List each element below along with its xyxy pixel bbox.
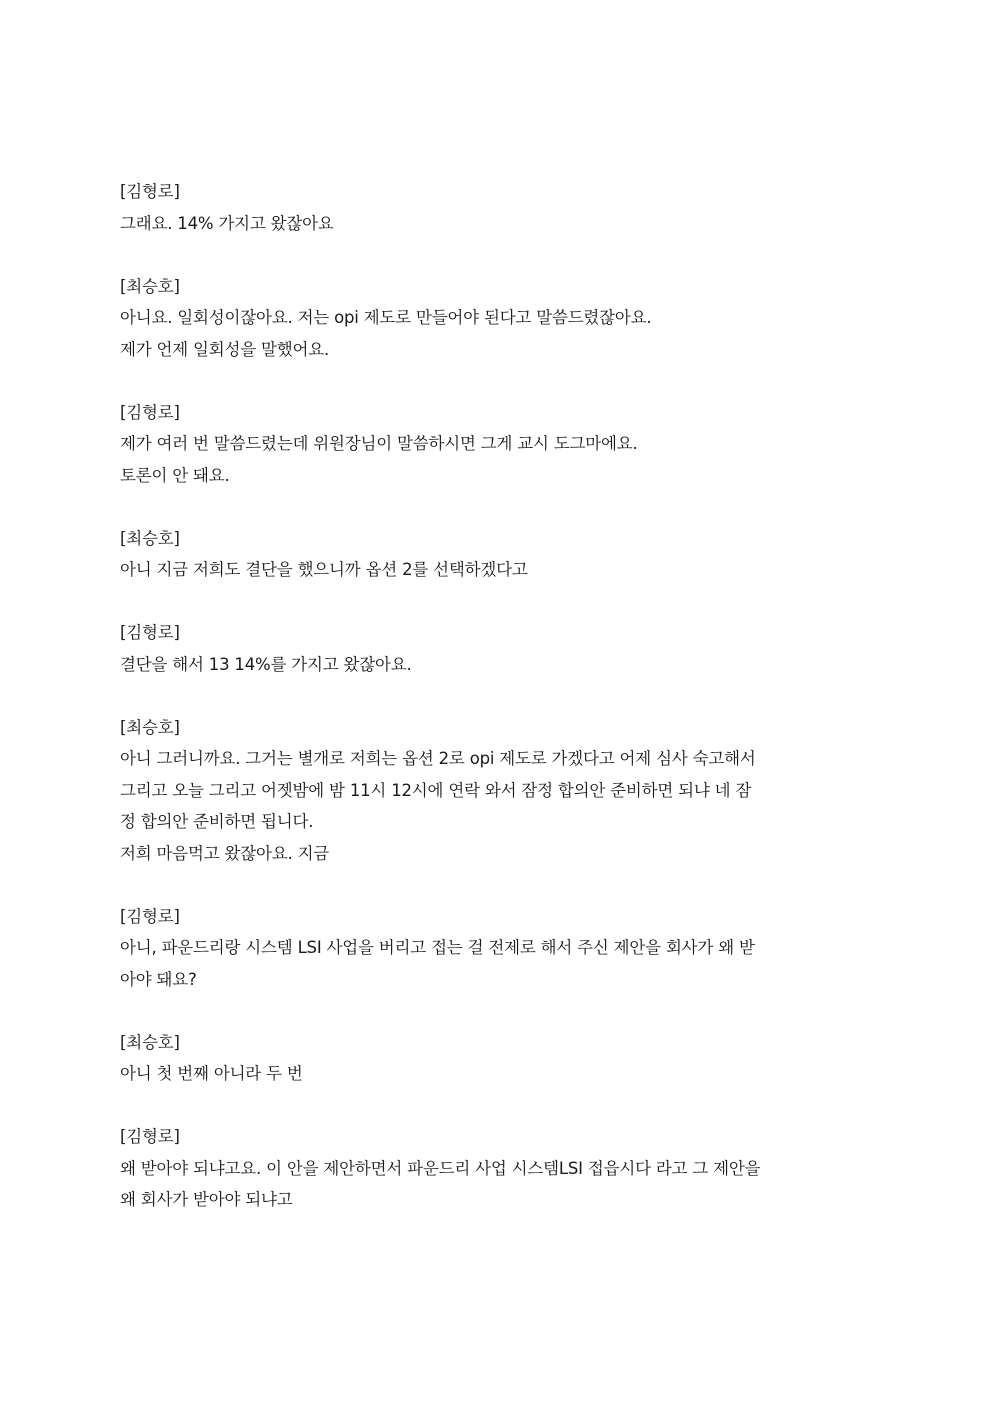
- utterance-line: 왜 받아야 되냐고요. 이 안을 제안하면서 파운드리 사업 시스템LSI 접읍시다 라고 그 제안을: [120, 1158, 761, 1178]
- utterance-line: 그리고 오늘 그리고 어젯밤에 밤 11시 12시에 연락 와서 잠정 합의안 준비하면 되냐 네 잠: [120, 780, 752, 800]
- utterance-line: 아니 지금 저희도 결단을 했으니까 옵션 2를 선택하겠다고: [120, 560, 528, 579]
- utterance-line: 아니 첫 번째 아니라 두 번: [120, 1064, 303, 1083]
- transcript-turn: [120, 1027, 872, 1090]
- speaker-label: [김형로]: [120, 1127, 180, 1146]
- speaker-label: [최승호]: [120, 1032, 180, 1052]
- transcript-turn: [120, 271, 872, 366]
- transcript-turn: [120, 176, 872, 239]
- utterance-line: 토론이 안 돼요.: [120, 465, 230, 485]
- transcript-turn: [120, 901, 872, 996]
- utterance-line: 아니 그러니까요. 그거는 별개로 저희는 옵션 2로 opi 제도로 가겠다고 어제 심사 숙고해서: [120, 749, 756, 768]
- utterance-line: 왜 회사가 받아야 되냐고: [120, 1190, 293, 1209]
- speaker-label: [김형로]: [120, 182, 180, 201]
- transcript-page: [120, 176, 872, 1247]
- utterance-line: 제가 여러 번 말씀드렸는데 위원장님이 말씀하시면 그게 교시 도그마에요.: [120, 434, 638, 453]
- utterance-line: 정 합의안 준비하면 됩니다.: [120, 812, 314, 831]
- transcript-turn: [120, 397, 872, 492]
- transcript-turn: [120, 712, 872, 870]
- transcript-turn: [120, 617, 872, 680]
- transcript-turn: [120, 523, 872, 586]
- utterance-line: 아니, 파운드리랑 시스템 LSI 사업을 버리고 접는 걸 전제로 해서 주신 제안을 회사가 왜 받: [120, 938, 755, 957]
- utterance-line: 저희 마음먹고 왔잖아요. 지금: [120, 843, 330, 863]
- utterance-line: 아니요. 일회성이잖아요. 저는 opi 제도로 만들어야 된다고 말씀드렸잖아요.: [120, 308, 652, 327]
- speaker-label: [김형로]: [120, 906, 180, 926]
- transcript-turn: [120, 1121, 872, 1216]
- utterance-line: 그래요. 14% 가지고 왔잖아요: [120, 213, 334, 233]
- speaker-label: [김형로]: [120, 623, 180, 642]
- utterance-line: 결단을 해서 13 14%를 가지고 왔잖아요.: [120, 654, 412, 674]
- utterance-line: 제가 언제 일회성을 말했어요.: [120, 339, 330, 359]
- speaker-label: [김형로]: [120, 402, 180, 422]
- speaker-label: [최승호]: [120, 717, 180, 737]
- speaker-label: [최승호]: [120, 528, 180, 548]
- utterance-line: 아야 돼요?: [120, 969, 197, 989]
- speaker-label: [최승호]: [120, 276, 180, 296]
